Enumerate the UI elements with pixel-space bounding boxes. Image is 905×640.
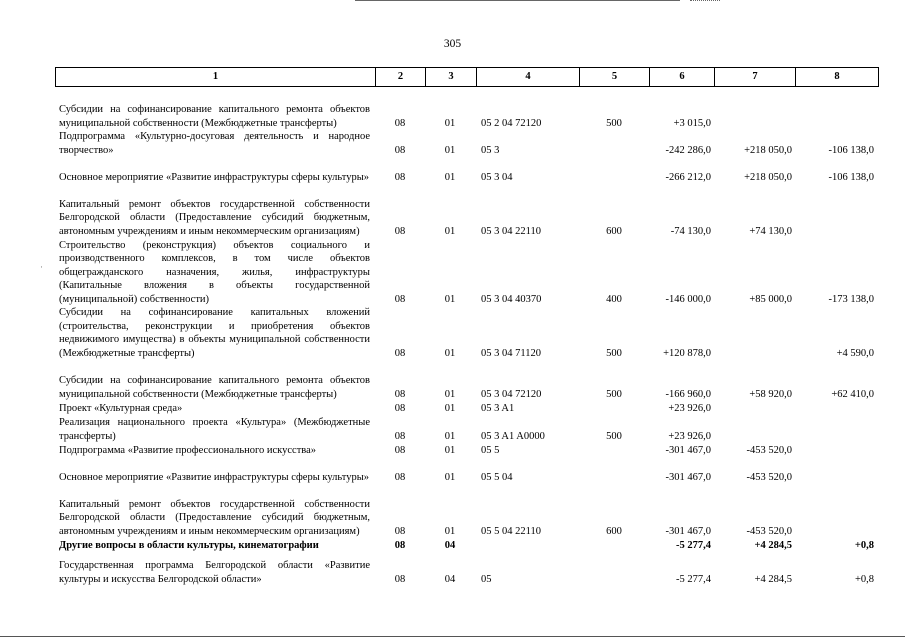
row-section: 08 xyxy=(394,347,406,359)
row-name: Субсидии на софинансирование капитального ремонта объектов муниципальной собственности (Межбюджетные трансферты) xyxy=(59,375,370,400)
row-name: Реализация национального проекта «Культура» (Межбюджетные трансферты) xyxy=(59,417,370,442)
row-target-article: 05 3 xyxy=(481,144,500,156)
row-subsection: 01 xyxy=(444,471,456,483)
row-target-article: 05 5 xyxy=(481,444,500,456)
row-target-article: 05 3 A1 A0000 xyxy=(481,430,545,442)
row-subsection: 01 xyxy=(444,117,456,129)
row-target-article: 05 xyxy=(481,573,492,585)
header-col-7: 7 xyxy=(714,67,796,87)
row-expense-type: 500 xyxy=(606,388,622,400)
top-scan-rule xyxy=(355,0,680,1)
row-section: 08 xyxy=(394,444,406,456)
table-row xyxy=(55,238,879,306)
row-amount-col6: -146 000,0 xyxy=(665,293,711,305)
table-row xyxy=(55,89,879,130)
row-amount-col6: -301 467,0 xyxy=(665,471,711,483)
header-col-6: 6 xyxy=(649,67,715,87)
table-row xyxy=(55,538,879,552)
row-section: 08 xyxy=(394,225,406,237)
row-amount-col8: +0,8 xyxy=(854,539,874,551)
row-name: Субсидии на софинансирование капитальных вложений (строительства, реконструкции и приобретения объектов недвижимого имущества) в объекты муниципальной собственности (Межбюджетные трансферты) xyxy=(59,307,370,359)
row-expense-type: 500 xyxy=(606,430,622,442)
row-amount-col8: -106 138,0 xyxy=(828,144,874,156)
row-target-article: 05 3 04 40370 xyxy=(481,293,542,305)
row-subsection: 01 xyxy=(444,388,456,400)
row-target-article: 05 2 04 72120 xyxy=(481,117,542,129)
row-amount-col7: -453 520,0 xyxy=(746,444,792,456)
row-name: Капитальный ремонт объектов государственной собственности Белгородской области (Предоставление субсидий бюджетным, автономным учреждениям и иным некоммерческим организациям) xyxy=(59,198,370,237)
table-row xyxy=(55,130,879,157)
row-expense-type: 500 xyxy=(606,347,622,359)
row-amount-col8: +62 410,0 xyxy=(831,388,874,400)
row-name: Строительство (реконструкция) объектов социального и производственного комплексов, в том числе объектов общегражданского назначения, жилья, инфраструктуры (Капитальные вложения в объекты государственной (муниципальной) собственности) xyxy=(59,239,370,305)
row-target-article: 05 3 04 72120 xyxy=(481,388,542,400)
row-target-article: 05 3 04 71120 xyxy=(481,347,541,359)
row-amount-col7: +218 050,0 xyxy=(744,171,792,183)
row-name: Другие вопросы в области культуры, кинематографии xyxy=(59,539,319,551)
table-row xyxy=(55,184,879,238)
row-amount-col7: +74 130,0 xyxy=(749,225,792,237)
table-header xyxy=(55,67,879,87)
row-amount-col7: +85 000,0 xyxy=(749,293,792,305)
row-target-article: 05 3 04 22110 xyxy=(481,225,541,237)
table-row xyxy=(55,559,879,586)
row-subsection: 01 xyxy=(444,525,456,537)
table-row xyxy=(55,306,879,360)
table-row xyxy=(55,360,879,401)
row-subsection: 04 xyxy=(444,573,456,585)
header-col-3: 3 xyxy=(425,67,477,87)
header-col-2: 2 xyxy=(375,67,426,87)
row-subsection: 01 xyxy=(444,171,456,183)
row-section: 08 xyxy=(394,171,406,183)
page-number: 305 xyxy=(443,38,462,50)
row-name: Проект «Культурная среда» xyxy=(59,402,183,414)
bottom-scan-rule xyxy=(0,636,905,637)
header-col-1: 1 xyxy=(55,67,376,87)
row-amount-col6: -166 960,0 xyxy=(665,388,711,400)
row-subsection: 04 xyxy=(444,539,456,551)
row-amount-col6: -301 467,0 xyxy=(665,444,711,456)
row-section: 08 xyxy=(394,388,406,400)
top-scan-mark xyxy=(690,0,720,1)
row-subsection: 01 xyxy=(444,144,456,156)
row-subsection: 01 xyxy=(444,225,456,237)
row-section: 08 xyxy=(394,293,406,305)
row-amount-col6: -5 277,4 xyxy=(676,539,711,551)
row-amount-col7: -453 520,0 xyxy=(746,471,792,483)
table-row xyxy=(55,401,879,415)
row-subsection: 01 xyxy=(444,293,456,305)
table-row xyxy=(55,484,879,538)
row-section: 08 xyxy=(394,430,406,442)
row-amount-col7: +4 284,5 xyxy=(754,539,792,551)
row-amount-col6: -242 286,0 xyxy=(665,144,711,156)
row-amount-col7: +218 050,0 xyxy=(744,144,792,156)
row-amount-col6: -301 467,0 xyxy=(665,525,711,537)
row-name: Государственная программа Белгородской области «Развитие культуры и искусства Белгородской области» xyxy=(59,560,370,585)
row-target-article: 05 3 A1 xyxy=(481,402,515,414)
table-row xyxy=(55,457,879,484)
row-name: Основное мероприятие «Развитие инфраструктуры сферы культуры» xyxy=(59,171,370,183)
row-subsection: 01 xyxy=(444,402,456,414)
row-amount-col6: -5 277,4 xyxy=(676,573,711,585)
row-amount-col6: +23 926,0 xyxy=(668,430,711,442)
row-target-article: 05 5 04 xyxy=(481,471,513,483)
row-target-article: 05 5 04 22110 xyxy=(481,525,541,537)
row-section: 08 xyxy=(394,539,406,551)
table-row xyxy=(55,443,879,457)
row-expense-type: 600 xyxy=(606,525,622,537)
row-expense-type: 600 xyxy=(606,225,622,237)
row-amount-col6: -266 212,0 xyxy=(665,171,711,183)
row-name: Капитальный ремонт объектов государственной собственности Белгородской области (Предоставление субсидий бюджетным, автономным учреждениям и иным некоммерческим организациям) xyxy=(59,498,370,537)
row-amount-col6: +3 015,0 xyxy=(673,117,711,129)
row-section: 08 xyxy=(394,402,406,414)
row-name: Субсидии на софинансирование капитального ремонта объектов муниципальной собственности (Межбюджетные трансферты) xyxy=(59,104,370,129)
row-subsection: 01 xyxy=(444,430,456,442)
header-col-5: 5 xyxy=(579,67,650,87)
row-expense-type: 400 xyxy=(606,293,622,305)
table-row xyxy=(55,157,879,184)
row-amount-col6: +120 878,0 xyxy=(663,347,711,359)
row-expense-type: 500 xyxy=(606,117,622,129)
row-subsection: 01 xyxy=(444,444,456,456)
margin-mark: · xyxy=(40,262,43,272)
row-section: 08 xyxy=(394,144,406,156)
row-name: Основное мероприятие «Развитие инфраструктуры сферы культуры» xyxy=(59,471,370,483)
table-row xyxy=(55,415,879,443)
header-col-4: 4 xyxy=(476,67,580,87)
row-section: 08 xyxy=(394,117,406,129)
row-subsection: 01 xyxy=(444,347,456,359)
row-amount-col8: -173 138,0 xyxy=(828,293,874,305)
row-target-article: 05 3 04 xyxy=(481,171,513,183)
row-amount-col8: -106 138,0 xyxy=(828,171,874,183)
row-amount-col7: +4 284,5 xyxy=(754,573,792,585)
row-section: 08 xyxy=(394,525,406,537)
row-section: 08 xyxy=(394,471,406,483)
header-col-8: 8 xyxy=(795,67,879,87)
row-name: Подпрограмма «Развитие профессионального искусства» xyxy=(59,444,317,456)
row-amount-col7: +58 920,0 xyxy=(749,388,792,400)
row-amount-col6: -74 130,0 xyxy=(670,225,711,237)
row-amount-col6: +23 926,0 xyxy=(668,402,711,414)
row-amount-col8: +4 590,0 xyxy=(836,347,874,359)
row-amount-col8: +0,8 xyxy=(854,573,874,585)
row-section: 08 xyxy=(394,573,406,585)
row-name: Подпрограмма «Культурно-досуговая деятельность и народное творчество» xyxy=(59,131,370,156)
row-amount-col7: -453 520,0 xyxy=(746,525,792,537)
